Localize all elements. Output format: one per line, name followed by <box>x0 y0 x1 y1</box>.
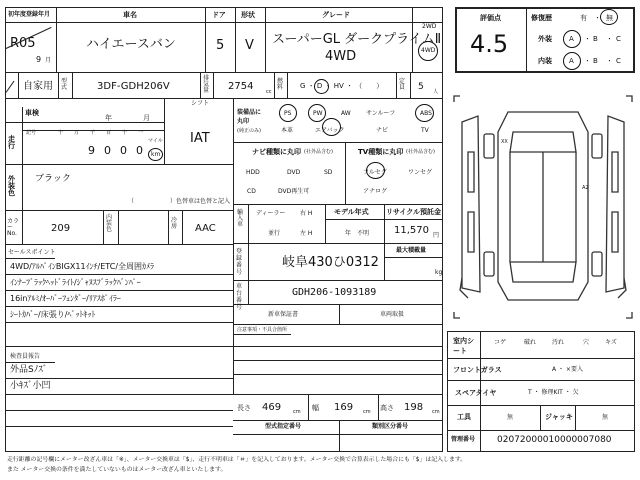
inspector-line: 小ｷｽﾞ小凹 <box>10 381 51 391</box>
shift-label: シフト <box>191 100 210 107</box>
odo-unit: 百 <box>106 130 112 136</box>
vehicle-diagram <box>448 92 638 322</box>
length-label: 長さ <box>237 404 251 412</box>
glass-value: A ・ ×要入 <box>552 366 583 373</box>
color-no-value: 209 <box>51 223 71 234</box>
seat-item: 穴 <box>583 339 590 346</box>
inspector-label: 検査員報告 <box>10 353 41 360</box>
ext-c: C <box>616 35 621 43</box>
tools-label: 工具 <box>457 413 471 421</box>
chassis-value: GDH206-1093189 <box>292 287 377 298</box>
month-value: 9 <box>36 55 42 64</box>
mile-label: マイル <box>148 138 163 144</box>
damage-opt: 無 <box>606 14 613 22</box>
tv-item: アナログ <box>363 188 388 195</box>
recycle-value: 11,570 <box>394 225 429 236</box>
model-value: 3DF-GDH206V <box>97 81 170 92</box>
navi-item: CD <box>247 188 256 195</box>
footer-line2: また メーター交換の条件を満たしていないものはメーター改ざん車といたします。 <box>7 467 227 473</box>
left-sheet-frame <box>5 7 443 452</box>
month-unit: 月 <box>45 57 52 64</box>
ps-circle <box>279 104 297 122</box>
jack-value: 無 <box>602 414 609 421</box>
grade-label: 評価点 <box>480 14 501 22</box>
equip-item: エアバック <box>315 127 345 134</box>
door-label: ドア <box>212 11 226 19</box>
ext-a-circle <box>563 30 581 48</box>
plate-value: 岐阜430ひ0312 <box>282 255 379 270</box>
right-hand-label: 右 H <box>300 210 313 217</box>
odo-label: 走行 <box>8 135 15 150</box>
fullseg-circle <box>366 162 385 179</box>
tv-item: フルセグ <box>363 169 387 176</box>
damage-opt: 有 <box>580 14 587 22</box>
grade-label: グレード <box>322 11 350 19</box>
fuel-label: 燃料 <box>277 78 284 91</box>
seat-item: 汚れ <box>552 339 565 346</box>
year-label: 初年度登録年月 <box>8 11 51 18</box>
color-no-label: カラーNo. <box>7 218 20 237</box>
points-label: セールスポイント <box>8 249 56 256</box>
tv-label: TV種類に丸印 <box>358 148 404 156</box>
equip-label: 装備品に丸印 <box>237 109 262 125</box>
type-no-label: 型式指定番号 <box>265 423 302 430</box>
no-damage-circle <box>600 9 618 25</box>
year-value: R05 <box>10 36 36 51</box>
fuel-d-circle <box>314 79 329 94</box>
seat-item: 破れ <box>524 339 537 346</box>
ext-b: B <box>593 35 598 43</box>
grade-value: スーパーGL ダークプライムⅡ <box>272 32 442 47</box>
ac-label: 冷房 <box>171 217 178 230</box>
diagram-mark-xx: XX <box>501 139 508 145</box>
dealer-label: ディーラー <box>256 210 286 217</box>
shape-value: V <box>245 38 254 53</box>
model-label: 型式 <box>61 78 68 91</box>
control-value: 02072000010000007080 <box>497 435 612 445</box>
plate-label: 登録番号 <box>236 248 243 276</box>
notes-label: 注意事項・不具合箇所 <box>237 327 288 333</box>
equip-sub: (純正のみ) <box>237 128 261 134</box>
use-value: 自家用 <box>23 81 53 92</box>
ext-label: 外装 <box>538 35 552 43</box>
tv-sub: (社外品含む) <box>406 149 435 155</box>
car-outline-svg <box>448 92 638 322</box>
pw-circle <box>308 104 326 122</box>
point-line: 16inｱﾙﾐ/ｵｰﾊﾞｰﾌｪﾝﾀﾞｰ/ﾘｱｽﾎﾟｲﾗｰ <box>10 294 121 303</box>
shift-value: IAT <box>190 131 210 146</box>
load-unit: kg <box>435 269 443 276</box>
equip-item: ナビ <box>376 127 389 134</box>
int-a: A <box>569 57 574 65</box>
disp-value: 2754 <box>228 81 254 92</box>
odo-unit: 千 <box>90 130 96 136</box>
grade-value: 4.5 <box>470 30 509 58</box>
seat-item: キズ <box>605 339 617 346</box>
class-no-label: 類別区分番号 <box>372 423 409 430</box>
navi-sub: (社外品含む) <box>304 149 333 155</box>
width-unit: cm <box>363 409 371 415</box>
odo-symbol-label: 記号 <box>26 130 37 136</box>
inspection-month: 月 <box>143 114 150 122</box>
height-unit: cm <box>432 409 440 415</box>
ac-value: AAC <box>195 223 216 234</box>
control-label: 管理番号 <box>451 436 476 443</box>
seat-item: コゲ <box>494 339 507 346</box>
odo-digit: 0 <box>104 144 111 157</box>
odo-unit: 十 <box>58 130 64 136</box>
grade-sub: 4WD <box>325 49 357 64</box>
width-value: 169 <box>334 402 354 413</box>
height-label: 高さ <box>380 404 394 412</box>
model-year-label: モデル年式 <box>334 208 369 216</box>
navi-item: DVD <box>287 169 301 176</box>
navi-label: ナビ種類に丸印 <box>252 148 301 156</box>
tools-value: 無 <box>507 414 514 421</box>
inspection-year: 年 <box>105 114 112 122</box>
recycle-unit: 円 <box>433 232 440 239</box>
glass-label: フロントガラス <box>453 366 502 374</box>
footer-line1: 走行距離の記号欄にメーター改ざん車は「※」、メーター交換車は「$」、走行不明車は「＃」を記入しております。メーター交換で合算表示した場合にも「$」は記入します。 <box>7 457 467 463</box>
odo-unit: 十 <box>122 130 128 136</box>
length-unit: cm <box>293 409 301 415</box>
fuel-options: G ・ D ・ HV ・ （ ） <box>300 82 384 90</box>
odo-unit: 万 <box>74 130 80 136</box>
airbag-circle <box>322 118 341 136</box>
ext-sep: ・ <box>584 35 591 43</box>
equip-item: TV <box>421 127 429 134</box>
name-label: 車名 <box>123 11 137 19</box>
ext-a: A <box>569 35 574 43</box>
int-sep: ・ <box>606 57 613 65</box>
left-hand-label: 左 H <box>300 230 313 237</box>
equip-item: ABS <box>420 110 432 117</box>
int-c: C <box>616 57 621 65</box>
inspection-label: 車検 <box>25 109 39 117</box>
abs-circle <box>415 104 434 122</box>
color-label: 外装色 <box>8 175 15 197</box>
point-line: ｼｰﾄｶﾊﾞｰ/床張り/ﾍﾞｯﾄｷｯﾄ <box>10 310 96 319</box>
2wd-label: 2WD <box>422 23 437 30</box>
equip-item: PS <box>284 110 292 117</box>
import-label: 輸入車 <box>237 209 244 228</box>
odo-digits <box>48 131 144 164</box>
width-label: 幅 <box>312 404 319 412</box>
km-label: km <box>151 151 161 158</box>
damage-label: 修復歴 <box>531 14 552 22</box>
shape-label: 形状 <box>241 11 255 19</box>
model-year-value: 年 不明 <box>345 230 370 237</box>
spare-label: スペアタイヤ <box>455 389 497 397</box>
spare-value: T ・ 修理KIT ・ 欠 <box>528 389 579 396</box>
cap-label: 定員 <box>399 78 406 91</box>
new-warranty-label: 新車保証書 <box>268 311 299 318</box>
odo-digit: 0 <box>136 144 143 157</box>
chassis-label: 車台番号 <box>236 283 243 311</box>
int-sep: ・ <box>584 57 591 65</box>
equip-item: 本革 <box>281 127 294 134</box>
point-line: 4WD/ｱﾙﾊﾟｲﾝBIGX11ｲﾝﾁ/ETC/全周囲ｶﾒﾗ <box>10 262 155 271</box>
disp-unit: cc <box>266 89 272 95</box>
jack-label: ジャッキ <box>545 413 573 421</box>
4wd-label: 4WD <box>421 47 436 54</box>
height-value: 198 <box>404 402 424 413</box>
name-value: ハイエースバン <box>86 37 176 52</box>
damage-opt: ・ <box>594 14 601 22</box>
door-value: 5 <box>216 38 225 53</box>
length-value: 469 <box>262 402 282 413</box>
cap-value: 5 <box>418 82 424 92</box>
tv-item: ワンセグ <box>408 169 433 176</box>
odo-unit: 一 <box>138 130 144 136</box>
navi-item: HDD <box>246 169 260 176</box>
diagram-mark-a2: A2 <box>582 185 589 191</box>
navi-item: SD <box>324 169 333 176</box>
recycle-label: リサイクル預託金 <box>386 208 442 216</box>
odo-digit: 0 <box>120 144 127 157</box>
int-a-circle <box>563 52 581 70</box>
cap-unit: 人 <box>433 89 439 95</box>
color-value: ブラック <box>35 174 71 184</box>
equip-item: AW <box>341 110 351 117</box>
int-label: 内装 <box>538 57 552 65</box>
inspector-line: 外品Sﾉｽﾞ <box>10 365 48 375</box>
point-line: ｲﾝﾅｰﾌﾞﾗｯｸﾍｯﾄﾞﾗｲﾄ/ｼﾞｬﾇｽﾌﾞﾗｯｸﾊﾞﾝﾊﾟｰ <box>10 278 141 287</box>
disp-label: 排気量 <box>203 75 210 94</box>
odo-digit: 9 <box>88 144 95 157</box>
navi-item: DVD再生可 <box>278 188 310 195</box>
interior-label: 内装色 <box>106 214 113 233</box>
ext-sep: ・ <box>606 35 613 43</box>
equip-item: PW <box>313 110 323 117</box>
parallel-label: 並行 <box>268 230 281 237</box>
color-note: （ ）色替車は色替と記入 <box>128 198 231 205</box>
int-b: B <box>593 57 598 65</box>
seat-label: 室内シート <box>453 337 474 355</box>
load-label: 最大積載量 <box>396 247 427 254</box>
equip-item: サンルーフ <box>366 110 396 117</box>
manual-label: 車両取扱 <box>380 311 405 318</box>
